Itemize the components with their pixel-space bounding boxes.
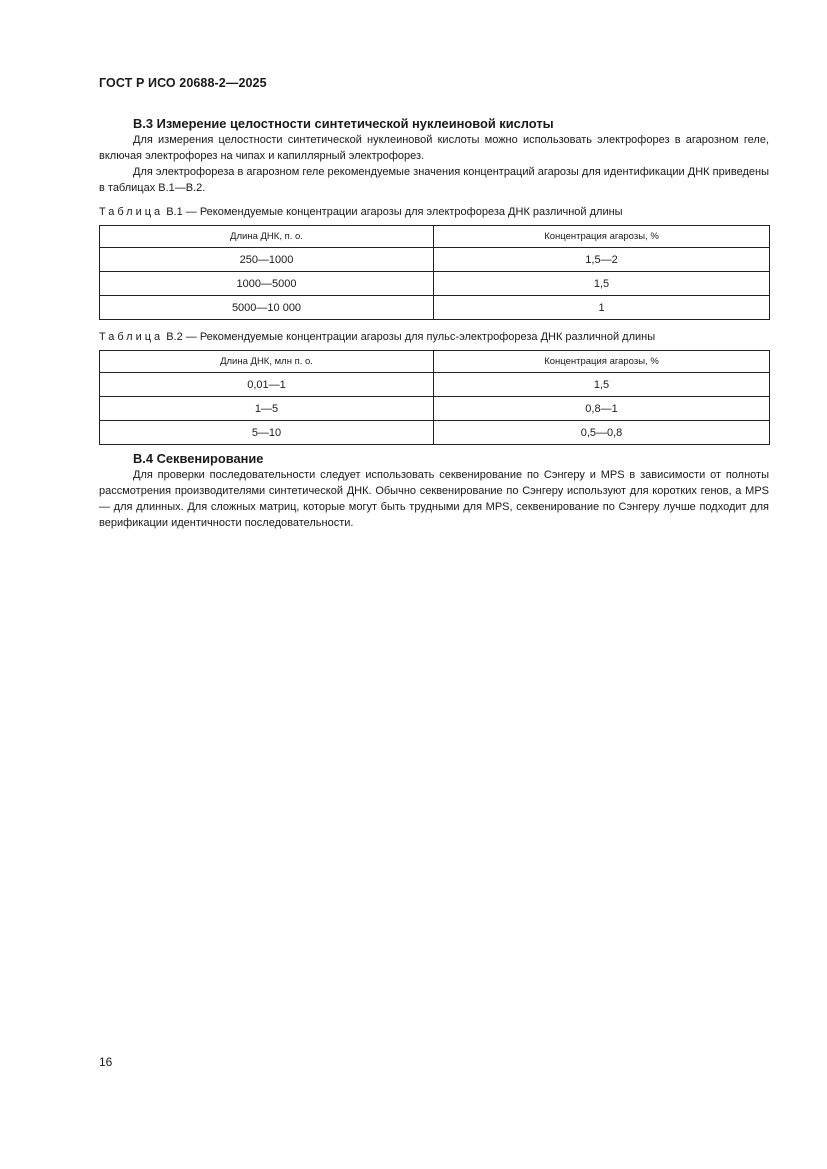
column-header-agarose-concentration: Концентрация агарозы, % (434, 351, 770, 373)
section-b4-paragraph-1: Для проверки последовательности следует использовать секвенирование по Сэнгеру и MPS в зависимости от полноты рассмотрения производителями синтетической ДНК. Обычно секвенирование по Сэнгеру используют для коротких генов, а MPS — для длинных. Для сложных матриц, которые могут быть трудными для MPS, секвенирование по Сэнгеру лучше подходит для верификации идентичности последовательности. (99, 469, 769, 529)
table-b1-caption-word: Таблица (99, 206, 164, 218)
table-cell: 0,01—1 (100, 373, 434, 397)
table-b2-caption-word: Таблица (99, 331, 164, 343)
table-cell: 0,8—1 (434, 397, 770, 421)
section-b3-title: В.3 Измерение целостности синтетической нуклеиновой кислоты (133, 116, 554, 131)
table-row (100, 272, 770, 296)
table-cell: 1,5—2 (434, 248, 770, 272)
table-b1-caption (99, 204, 769, 220)
table-cell: 1000—5000 (100, 272, 434, 296)
table-cell: 0,5—0,8 (434, 421, 770, 445)
table-row (100, 421, 770, 445)
page-number: 16 (99, 1055, 113, 1069)
table-cell: 1,5 (434, 373, 770, 397)
table-cell: 250—1000 (100, 248, 434, 272)
table-b2-caption (99, 329, 769, 345)
table-b1-caption-text: В.1 — Рекомендуемые концентрации агарозы для электрофореза ДНК различной длины (166, 206, 623, 218)
section-b3-paragraph-2: Для электрофореза в агарозном геле рекомендуемые значения концентраций агарозы для идентификации ДНК приведены в таблицах В.1—В.2. (99, 166, 769, 194)
page-content (99, 116, 769, 531)
section-b4-title: В.4 Секвенирование (133, 451, 264, 466)
table-header-row (100, 226, 770, 248)
column-header-agarose-concentration: Концентрация агарозы, % (434, 226, 770, 248)
table-b2 (99, 350, 770, 445)
table-cell: 1 (434, 296, 770, 320)
table-row (100, 296, 770, 320)
table-row (100, 248, 770, 272)
table-row (100, 373, 770, 397)
table-cell: 5—10 (100, 421, 434, 445)
table-b1 (99, 225, 770, 320)
table-header-row (100, 351, 770, 373)
document-code: ГОСТ Р ИСО 20688-2—2025 (99, 76, 267, 90)
table-cell: 1,5 (434, 272, 770, 296)
column-header-dna-length: Длина ДНК, млн п. о. (100, 351, 434, 373)
section-b3-paragraph-1: Для измерения целостности синтетической нуклеиновой кислоты можно использовать электрофорез в агарозном геле, включая электрофорез на чипах и капиллярный электрофорез. (99, 134, 769, 162)
table-row (100, 397, 770, 421)
column-header-dna-length: Длина ДНК, п. о. (100, 226, 434, 248)
table-cell: 1—5 (100, 397, 434, 421)
table-cell: 5000—10 000 (100, 296, 434, 320)
table-b2-caption-text: В.2 — Рекомендуемые концентрации агарозы для пульс-электрофореза ДНК различной длины (166, 331, 656, 343)
